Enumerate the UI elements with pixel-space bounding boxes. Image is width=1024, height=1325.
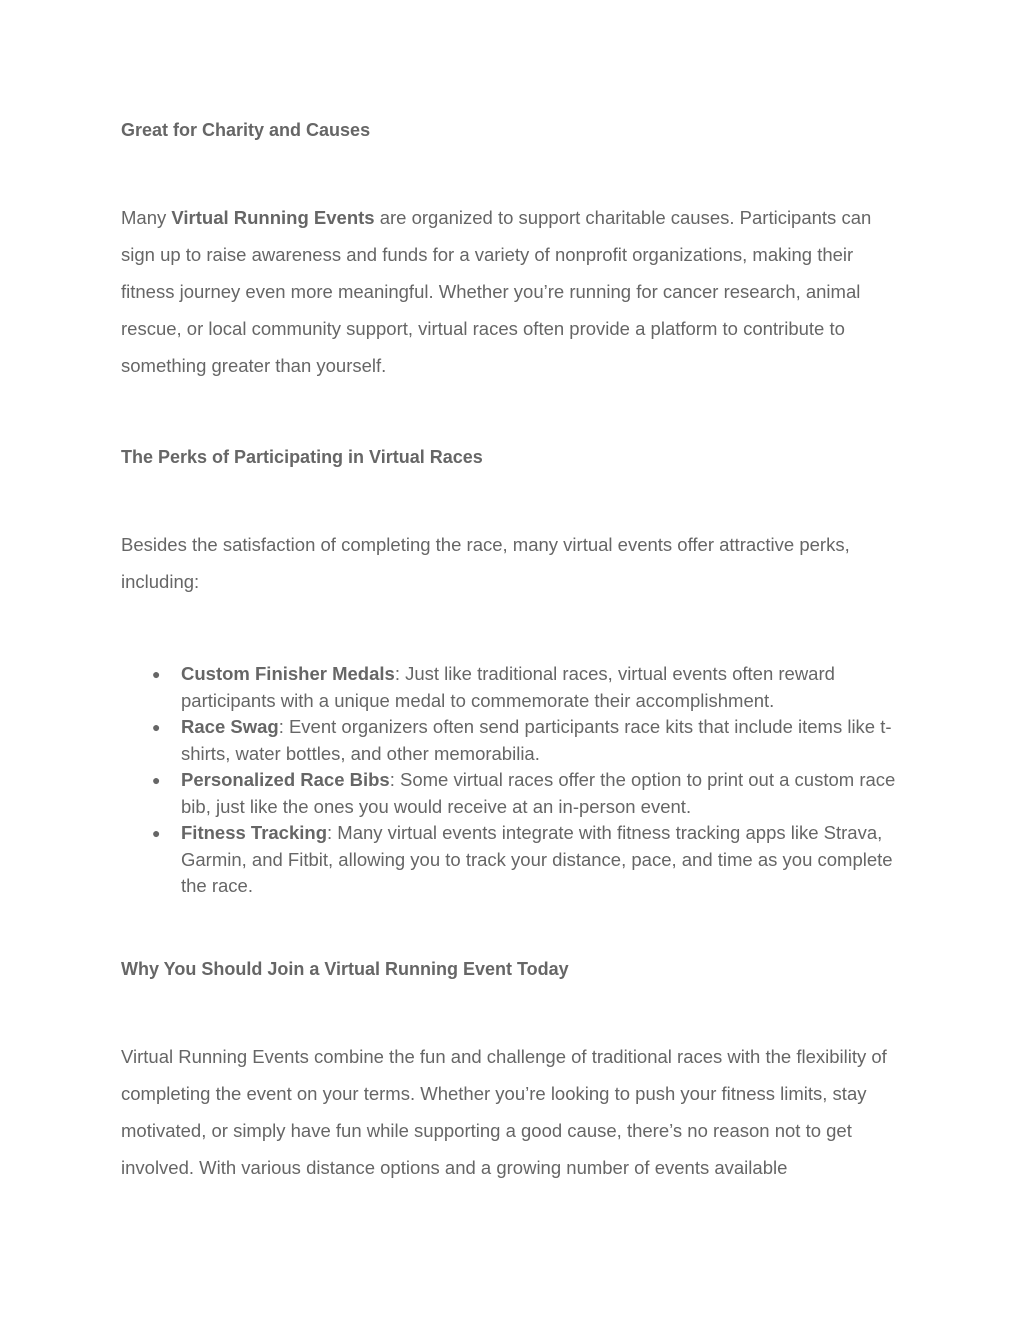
list-item [121,714,911,767]
bullet-icon: ● [152,772,161,788]
list-item-title: Custom Finisher Medals [181,663,395,684]
charity-paragraph [121,199,906,384]
list-item-text: : Just like traditional races, virtual events often reward participants with a unique medal to commemorate their accomplishment. [181,663,835,711]
perks-intro-paragraph: Besides the satisfaction of completing the race, many virtual events offer attractive perks, including: [121,534,850,592]
join-paragraph: Virtual Running Events combine the fun and challenge of traditional races with the flexibility of completing the event on your terms. Whether you’re looking to push your fitness limits, stay motivated, or simply have fun while supporting a good cause, there’s no reason not to get involved. With various distance options and a growing number of events available [121,1046,887,1178]
list-item-title: Fitness Tracking [181,822,327,843]
section-heading-join: Why You Should Join a Virtual Running Event Today [121,959,569,979]
list-item-text: : Some virtual races offer the option to print out a custom race bib, just like the ones you would receive at an in-person event. [181,769,896,817]
list-item-text: : Event organizers often send participants race kits that include items like t-shirts, water bottles, and other memorabilia. [181,716,892,764]
charity-para-rest: are organized to support charitable causes. Participants can sign up to raise awareness and funds for a variety of nonprofit organizations, making their fitness journey even more meaningful. Whether you’re running for cancer research, animal rescue, or local community support, virtual races often provide a platform to contribute to something greater than yourself. [121,207,872,376]
section-heading-perks: The Perks of Participating in Virtual Races [121,447,483,467]
charity-para-lead: Many [121,207,172,228]
list-item-title: Personalized Race Bibs [181,769,390,790]
perks-list [121,661,911,900]
list-item [121,820,911,900]
charity-para-bold: Virtual Running Events [171,207,375,228]
bullet-icon: ● [152,719,161,735]
list-item-title: Race Swag [181,716,279,737]
list-item [121,767,911,820]
list-item-text: : Many virtual events integrate with fitness tracking apps like Strava, Garmin, and Fitbit, allowing you to track your distance, pace, and time as you complete the race. [181,822,893,896]
section-heading-charity: Great for Charity and Causes [121,120,371,140]
bullet-icon: ● [152,825,161,841]
bullet-icon: ● [152,666,161,682]
list-item [121,661,911,714]
